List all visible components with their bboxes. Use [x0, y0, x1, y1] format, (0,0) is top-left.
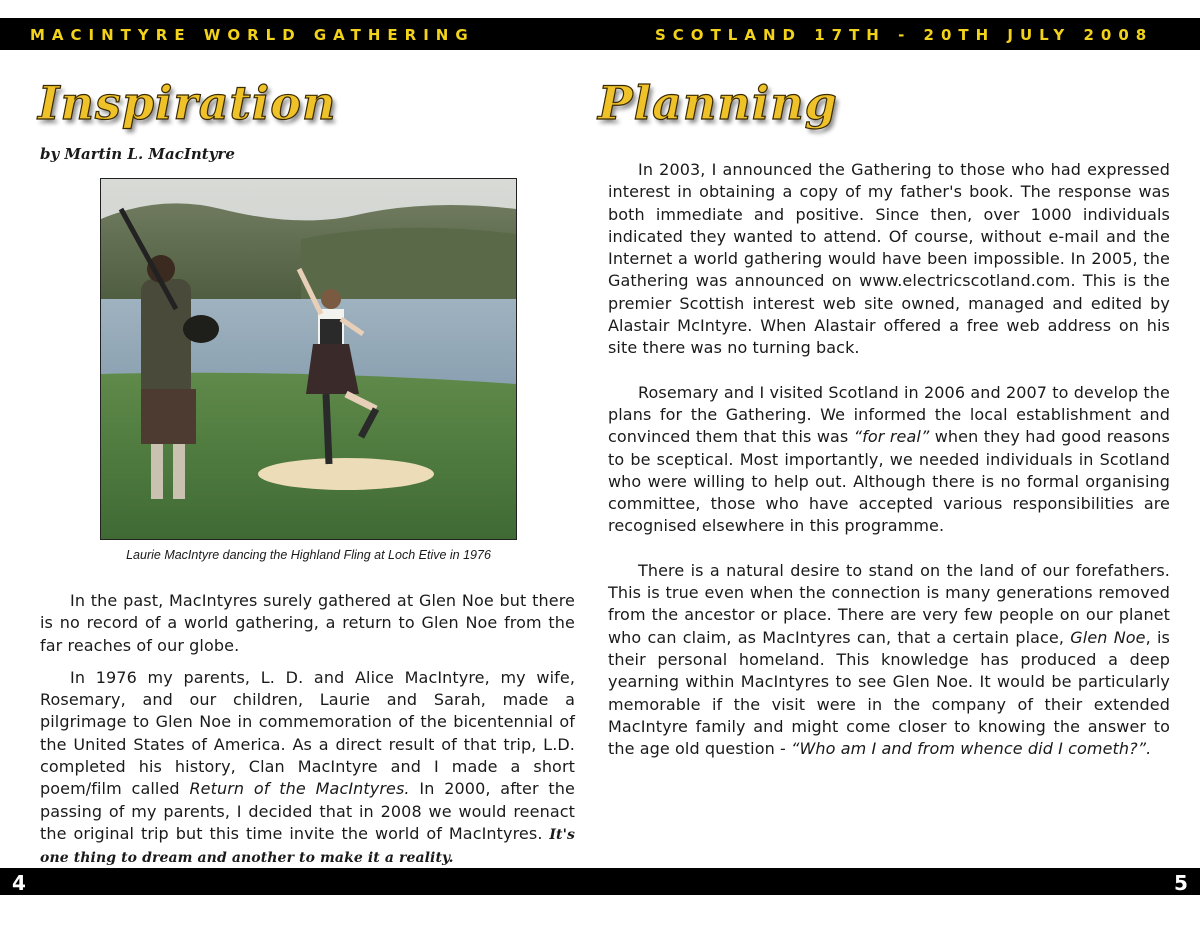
- page-number-left: 4: [12, 871, 26, 895]
- header-right: SCOTLAND 17TH - 20TH JULY 2008: [655, 26, 1154, 44]
- text-run: In 1976 my parents, L. D. and Alice MacIntyre, my wife, Rosemary, and our children, Laurie and Sarah, made a pilgrimage to Glen Noe in commemoration of the bicentennial of the United States of America. As a direct result of that trip, L.D. completed his history, Clan MacIntyre and I made a short poem/film called: [40, 667, 575, 799]
- paragraph: In the past, MacIntyres surely gathered at Glen Noe but there is no record of a world gathering, a return to Glen Noe from the far reaches of our globe.: [40, 591, 575, 655]
- left-page-title: Inspiration: [38, 76, 337, 130]
- text-run: Rosemary and I visited Scotland in 2006 and 2007 to develop the plans for the Gathering. We informed the local establishment and convinced them that this was: [608, 382, 1170, 447]
- place-name: Glen Noe: [1070, 627, 1146, 647]
- pull-quote: It's one thing to dream and another to make it a reality.: [40, 826, 575, 867]
- header-bar: [0, 18, 1200, 50]
- footer-bar: [0, 868, 1200, 895]
- text-run: In 2000, after the passing of my parents, I decided that in 2008 we would reenact the original trip but this time invite the world of MacIntyres.: [40, 779, 575, 843]
- byline: by Martin L. MacIntyre: [40, 145, 235, 163]
- page-number-right: 5: [1174, 871, 1188, 895]
- emphasis: “for real”: [853, 427, 930, 447]
- photo-highland-fling: [100, 178, 517, 540]
- right-page-body: [608, 159, 1170, 782]
- text-run: There is a natural desire to stand on the land of our forefathers. This is true even when the connection is many generations removed from the ancestor or place. There are very few people on our planet who can claim, as MacIntyres can, that a certain place,: [608, 560, 1170, 647]
- paragraph: In 2003, I announced the Gathering to those who had expressed interest in obtaining a copy of my father's book. The response was both immediate and positive. Since then, over 1000 individuals indicated they wanted to attend. Of course, without e-mail and the Internet a world gathering would have been impossible. In 2005, the Gathering was announced on www.electricscotland.com. This is the premier Scottish interest web site owned, managed and edited by Alastair McIntyre. When Alastair offered a free web address on his site there was no turning back.: [608, 160, 1170, 358]
- paragraph: [608, 382, 1170, 538]
- right-page-title: Planning: [598, 76, 838, 130]
- text-run: when they had good reasons to be sceptical. Most importantly, we needed individuals in Scotland who were willing to help out. Although there is no formal organising committee, those who have accepted various responsibilities are recognised elsewhere in this programme.: [608, 427, 1170, 536]
- header-left: MACINTYRE WORLD GATHERING: [30, 26, 475, 44]
- question-quote: “Who am I and from whence did I cometh?”.: [791, 739, 1152, 759]
- paragraph: [40, 667, 575, 870]
- paragraph: [608, 560, 1170, 761]
- photo-caption: Laurie MacIntyre dancing the Highland Fling at Loch Etive in 1976: [126, 548, 491, 562]
- film-title: Return of the MacIntyres.: [189, 779, 410, 799]
- left-page-body: [40, 590, 575, 892]
- text-run: , is their personal homeland. This knowledge has produced a deep yearning within MacIntyres to see Glen Noe. It would be particularly memorable if the visit were in the company of their extended MacIntyre family and might come closer to knowing the answer to the age old question -: [608, 627, 1170, 759]
